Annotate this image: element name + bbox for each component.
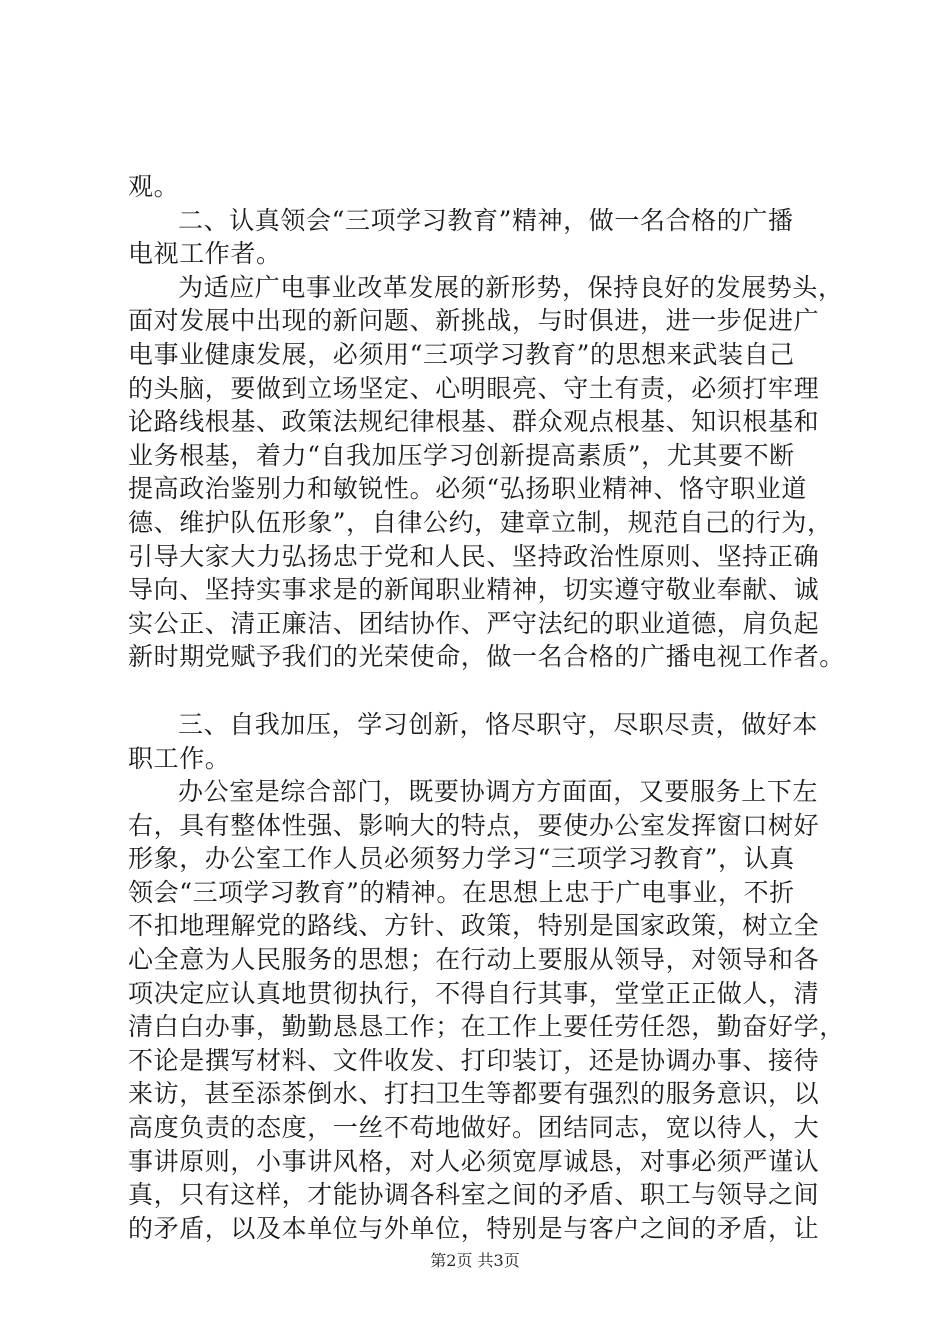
text-line: 引导大家大力弘扬忠于党和人民、坚持政治性原则、坚持正确: [128, 541, 820, 571]
text-line: 提高政治鉴别力和敏锐性。必须“弘扬职业精神、恪守职业道: [128, 474, 807, 504]
paragraph-gap: [128, 674, 828, 708]
text-line: 业务根基，着力“自我加压学习创新提高素质”，尤其要不断: [128, 440, 795, 470]
text-line: 真，只有这样，才能协调各科室之间的矛盾、职工与领导之间: [128, 1180, 820, 1210]
text-line: 的头脑，要做到立场坚定、心明眼亮、守土有责，必须打牢理: [128, 373, 820, 403]
text-line: 领会“三项学习教育”的精神。在思想上忠于广电事业，不折: [128, 877, 795, 907]
text-line: 事讲原则，小事讲风格，对人必须宽厚诚恳，对事必须严谨认: [128, 1146, 820, 1176]
text-line: 电事业健康发展，必须用“三项学习教育”的思想来武装自己: [128, 339, 795, 369]
text-line: 实公正、清正廉洁、团结协作、严守法纪的职业道德，肩负起: [128, 608, 820, 638]
section-heading-line: 二、认真领会“三项学习教育”精神，做一名合格的广播: [178, 205, 794, 235]
section-heading-line: 电视工作者。: [128, 239, 282, 269]
text-line: 清白白办事，勤勤恳恳工作；在工作上要任劳任怨，勤奋好学，: [128, 1012, 845, 1042]
text-line: 心全意为人民服务的思想；在行动上要服从领导，对领导和各: [128, 945, 820, 975]
text-line: 不扣地理解党的路线、方针、政策，特别是国家政策，树立全: [128, 911, 820, 941]
text-line: 导向、坚持实事求是的新闻职业精神，切实遵守敬业奉献、诚: [128, 575, 820, 605]
section-heading-line: 职工作。: [128, 743, 231, 773]
text-line: 形象，办公室工作人员必须努力学习“三项学习教育”，认真: [128, 844, 795, 874]
document-body: [128, 170, 845, 1245]
section-heading-line: 三、自我加压，学习创新，恪尽职守，尽职尽责，做好本: [178, 709, 819, 739]
text-line: 办公室是综合部门，既要协调方方面面，又要服务上下左: [178, 777, 819, 807]
text-line: 观。: [128, 172, 180, 201]
text-line: 论路线根基、政策法规纪律根基、群众观点根基、知识根基和: [128, 407, 820, 437]
text-line: 面对发展中出现的新问题、新挑战，与时俱进，进一步促进广: [128, 306, 820, 336]
text-line: 不论是撰写材料、文件收发、打印装订，还是协调办事、接待: [128, 1045, 820, 1075]
text-line: 右，具有整体性强、影响大的特点，要使办公室发挥窗口树好: [128, 810, 820, 840]
text-line: 高度负责的态度，一丝不苟地做好。团结同志，宽以待人，大: [128, 1113, 820, 1143]
text-line: 德、维护队伍形象”，自律公约，建章立制，规范自己的行为，: [128, 507, 833, 537]
text-line: 为适应广电事业改革发展的新形势，保持良好的发展势头，: [178, 272, 844, 302]
text-line: 的矛盾，以及本单位与外单位，特别是与客户之间的矛盾，让: [128, 1213, 820, 1243]
text-line: 新时期党赋予我们的光荣使命，做一名合格的广播电视工作者。: [128, 642, 845, 672]
text-line: 来访，甚至添茶倒水、打扫卫生等都要有强烈的服务意识，以: [128, 1079, 820, 1109]
page-number-footer: 第2页 共3页: [430, 1251, 520, 1270]
text-line: 项决定应认真地贯彻执行，不得自行其事，堂堂正正做人，清: [128, 978, 820, 1008]
